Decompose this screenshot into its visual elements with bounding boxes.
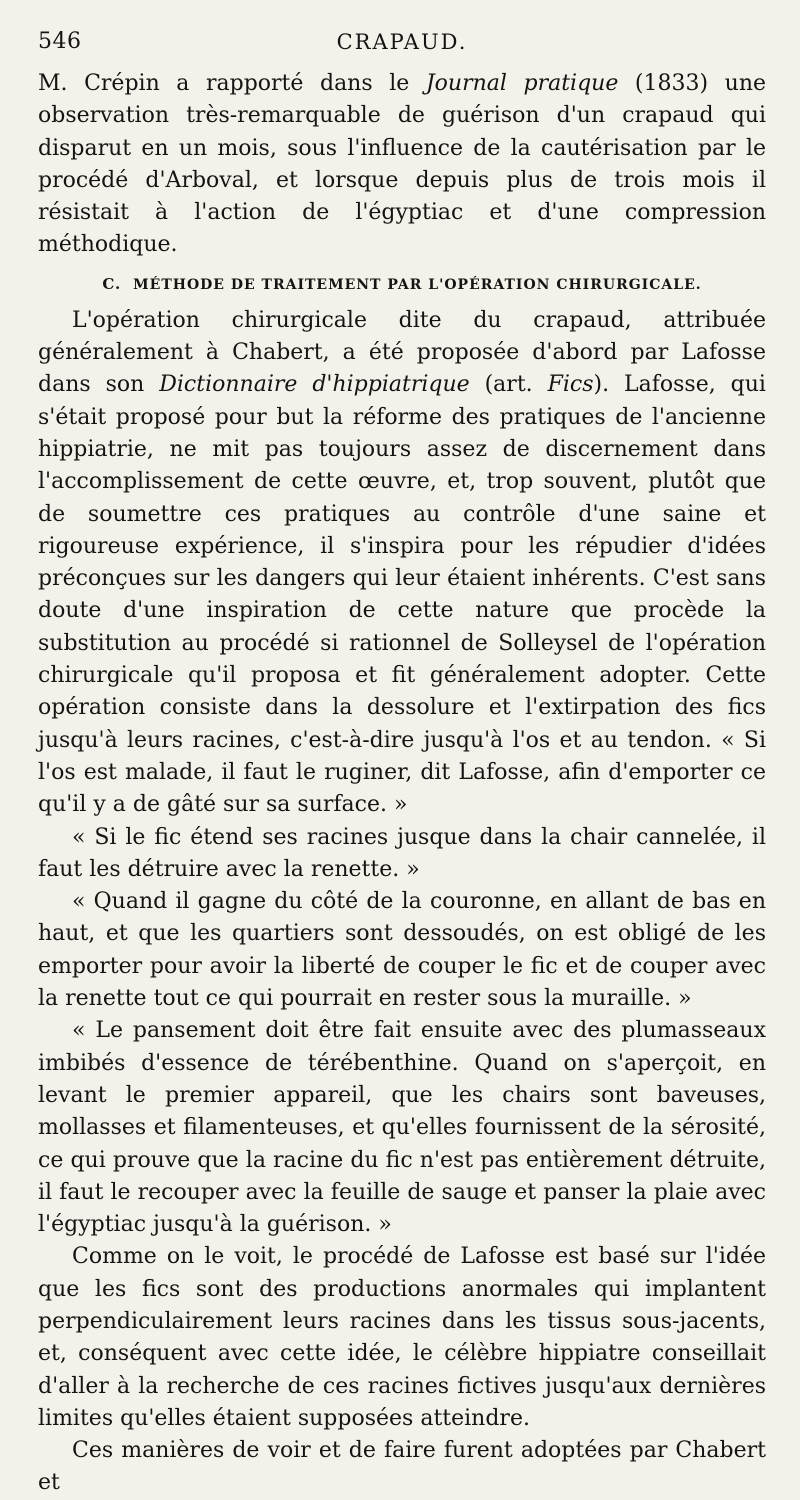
section-title: MÉTHODE DE TRAITEMENT PAR L'OPÉRATION CHIRURGICALE.	[133, 276, 702, 293]
paragraph-lafosse-idea: Comme on le voit, le procédé de Lafosse est basé sur l'idée que les fics sont des productions anormales qui implantent perpendiculairement leurs racines dans les tissus sous-jacents, et, conséquent avec cette idée, le célèbre hippiatre conseillait d'aller à la recherche de ces racines fictives jusqu'aux dernières limites qu'elles étaient supposées atteindre.	[38, 1244, 766, 1431]
paragraph-chabert: Ces manières de voir et de faire furent adoptées par Chabert et	[38, 1438, 766, 1496]
page-number: 546	[38, 29, 82, 54]
quote-fic-roots: « Si le fic étend ses racines jusque dans la chair cannelée, il faut les détruire avec la renette. »	[38, 824, 766, 882]
article-title: Fics	[547, 372, 594, 398]
quote-pansement: « Le pansement doit être fait ensuite avec des plumasseaux imbibés d'essence de térébenthine. Quand on s'aperçoit, en levant le premier appareil, que les chairs sont baveuses, mollasses et filamenteuses, et qu'elles fournissent de la sérosité, ce qui prouve que la racine du fic n'est pas entièrement détruite, il faut le recouper avec la feuille de sauge et panser la plaie avec l'égyptiac jusqu'à la guérison. »	[38, 1018, 766, 1238]
paragraph-lafosse-operation	[38, 305, 766, 822]
section-heading	[38, 272, 766, 297]
paragraph-crepin-observation	[38, 68, 766, 262]
journal-title: Journal pratique	[425, 71, 619, 96]
paragraph-text: (1833) une observation très-remarquable de guérison d'un crapaud qui disparut en un mois, sous l'influence de la cautérisation par le procédé d'Arboval, et lorsque depuis plus de trois mois il résistait à l'action de l'égyptiac et d'une compression méthodique.	[38, 71, 767, 258]
paragraph-text: ). Lafosse, qui s'était proposé pour but la réforme des pratiques de l'ancienne hippiatrie, ne mit pas toujours assez de discernement dans l'accomplissement de cette œuvre, et, trop souvent, plutôt que de soumettre ces pratiques au contrôle d'une saine et rigoureuse expérience, il s'inspira pour les répudier d'idées préconçues sur les dangers qui leur étaient inhérents. C'est sans doute d'une inspiration de cette nature que procède la substitution au procédé si rationnel de Solleysel de l'opération chirurgicale qu'il proposa et fit généralement adopter. Cette opération consiste dans la dessolure et l'extirpation des fics jusqu'à leurs racines, c'est-à-dire jusqu'à l'os et au tendon. « Si l'os est malade, il faut le ruginer, dit Lafosse, afin d'emporter ce qu'il y a de gâté sur sa surface. »	[38, 372, 766, 818]
paragraph-text: (art.	[469, 372, 548, 398]
running-title: CRAPAUD.	[336, 30, 468, 54]
body-text	[38, 68, 766, 1500]
section-letter: C.	[102, 274, 122, 293]
paragraph-text: M. Crépin a rapporté dans le	[38, 71, 426, 96]
running-head	[38, 22, 766, 62]
dictionary-title: Dictionnaire d'hippiatrique	[159, 372, 470, 398]
quote-couronne: « Quand il gagne du côté de la couronne, en allant de bas en haut, et que les quartiers sont dessoudés, on est obligé de les emporter pour avoir la liberté de couper le fic et de couper avec la renette tout ce qui pourrait en rester sous la muraille. »	[38, 889, 766, 1012]
paragraph-text: L'opération chirurgicale dite du crapaud, attribuée généralement à Chabert, a été proposée d'abord par Lafosse dans son	[38, 307, 766, 398]
